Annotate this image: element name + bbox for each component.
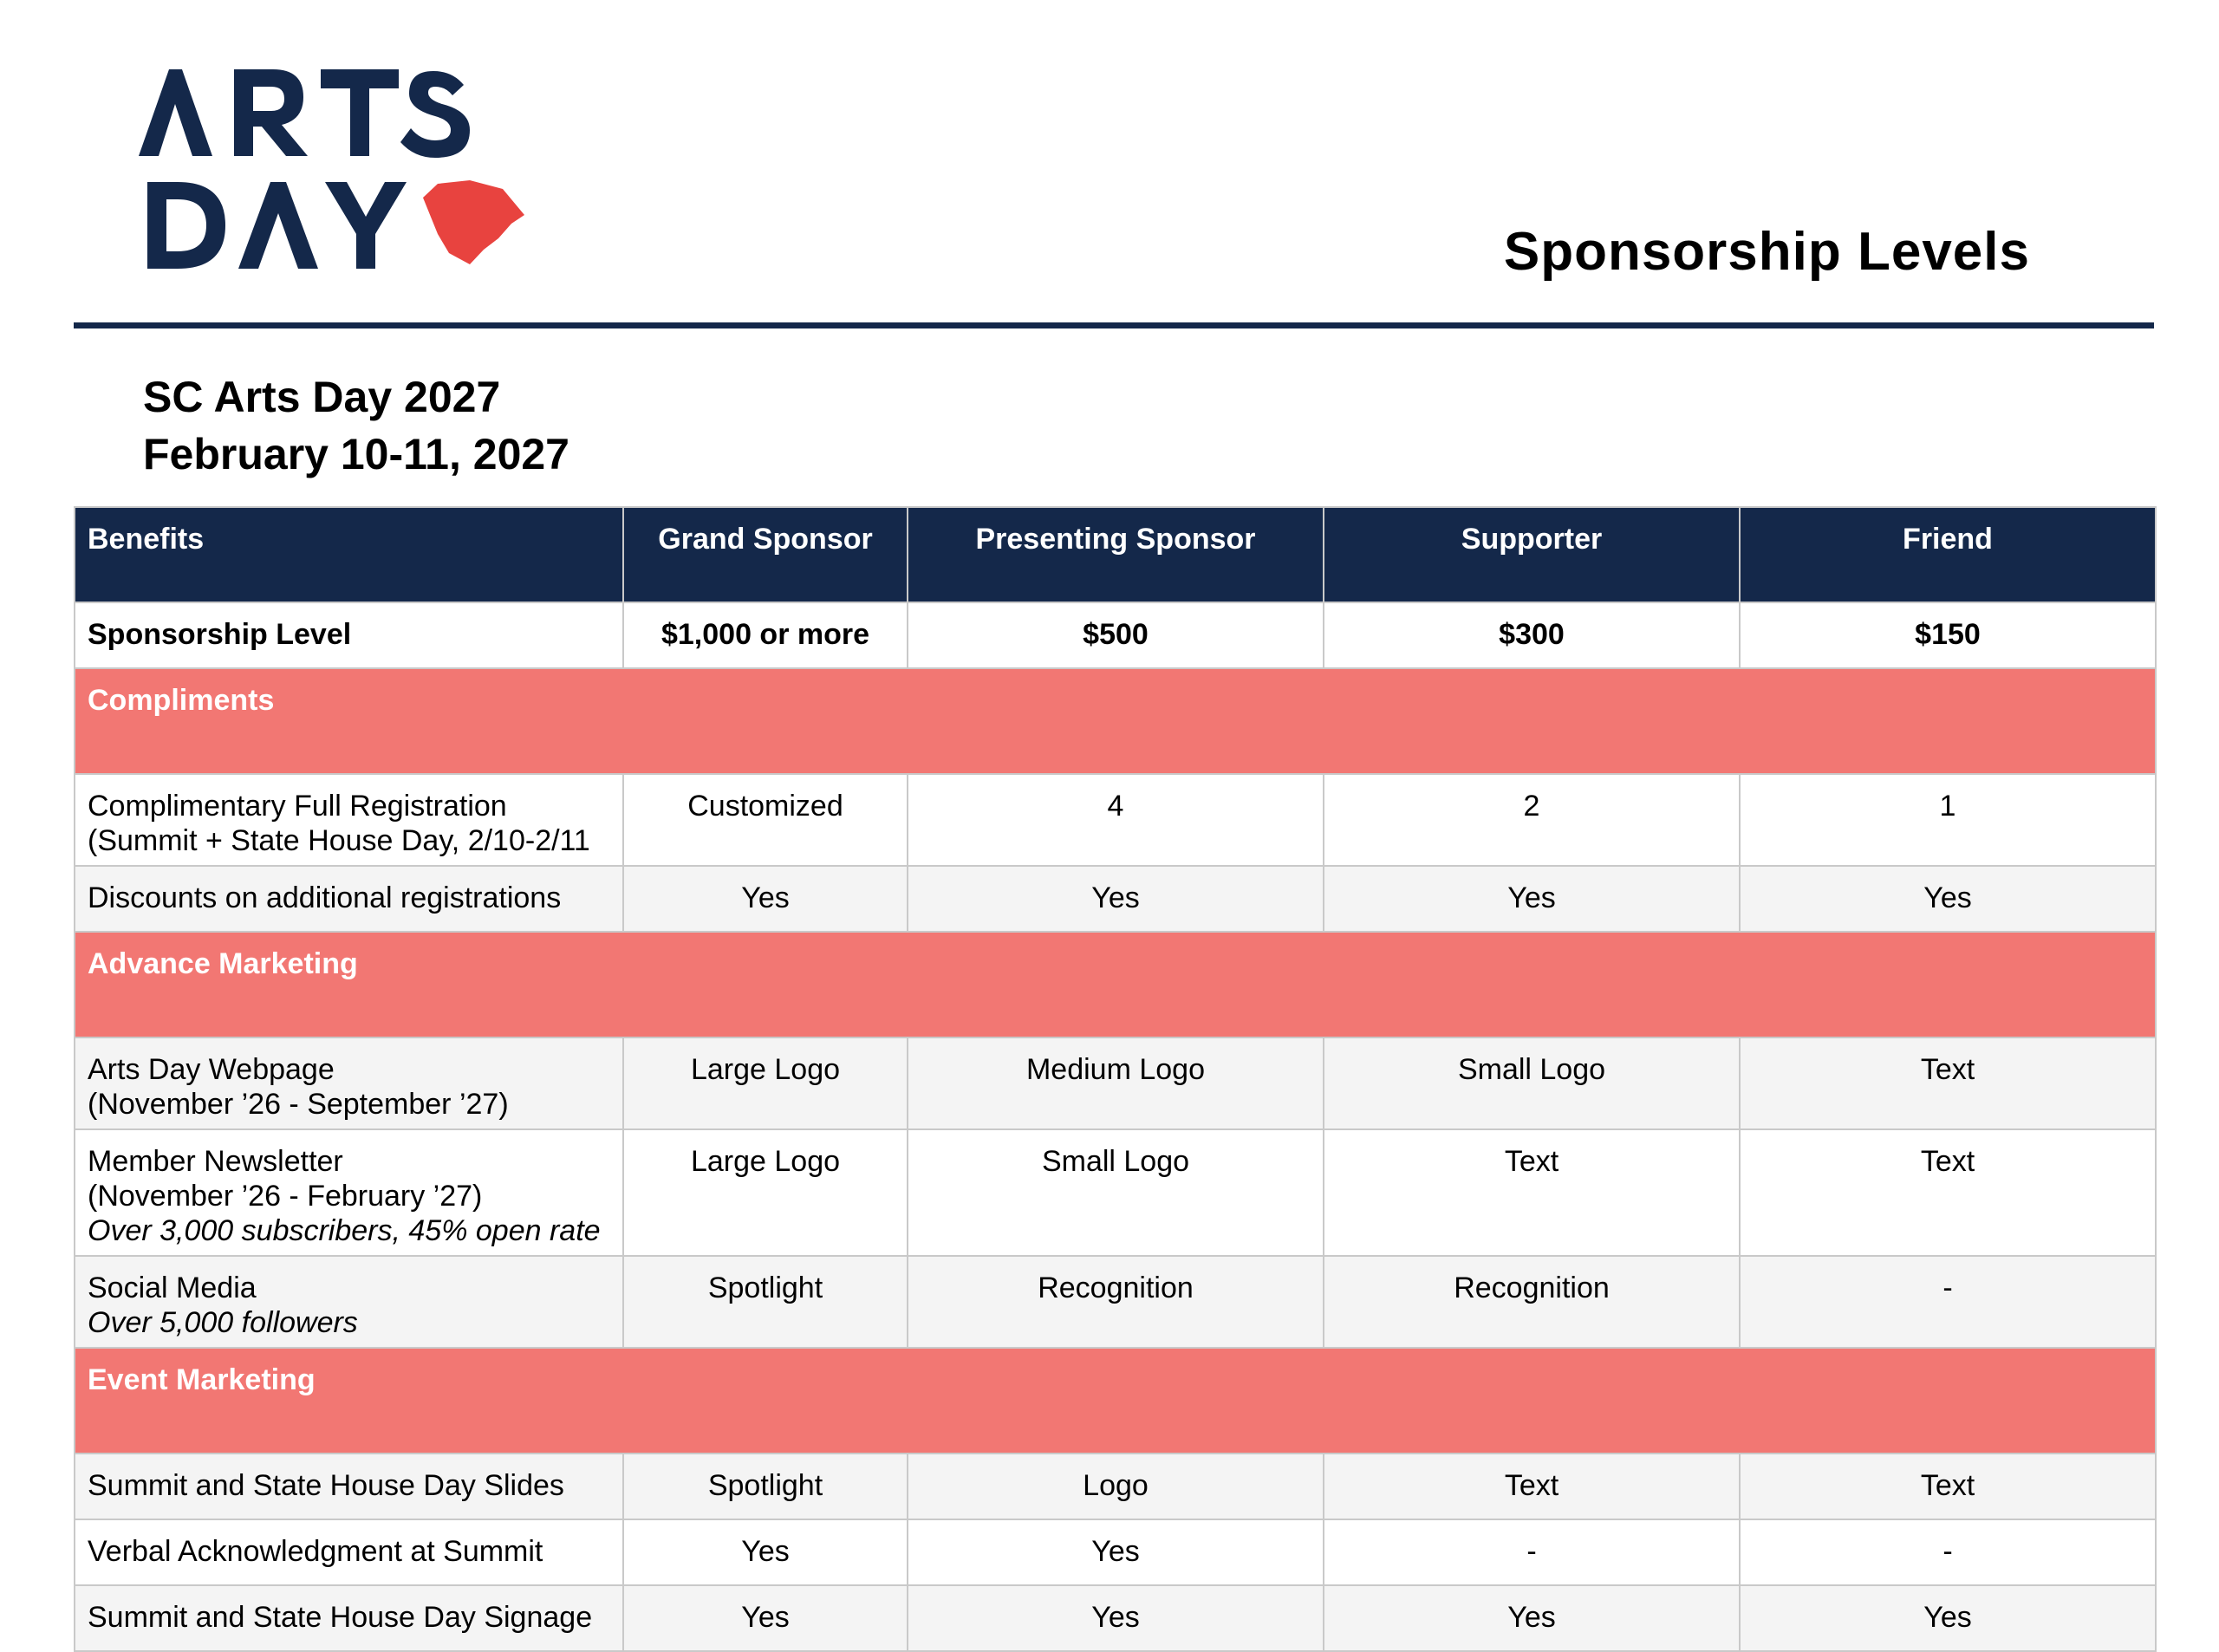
row-label-cell [75,1037,623,1129]
row-label: Social Media [88,1272,257,1304]
row-label: Discounts on additional registrations [75,866,623,932]
column-header-presenting-sponsor: Presenting Sponsor [908,507,1324,602]
section-header-event-marketing [75,1348,2156,1454]
cell-supporter: Yes [1324,1585,1740,1651]
row-label-cell [75,1256,623,1348]
event-info [143,368,569,483]
table-row [75,1129,2156,1256]
cell-presenting-sponsor: 4 [908,774,1324,866]
level-supporter: $300 [1324,602,1740,668]
table-row [75,866,2156,932]
cell-presenting-sponsor: Medium Logo [908,1037,1324,1129]
level-grand-sponsor: $1,000 or more [623,602,908,668]
table-row [75,1454,2156,1519]
cell-presenting-sponsor: Yes [908,866,1324,932]
table-row [75,1585,2156,1651]
row-label: Summit and State House Day Signage [75,1585,623,1651]
cell-presenting-sponsor: Yes [908,1519,1324,1585]
table-header-row [75,507,2156,602]
cell-friend: Text [1740,1454,2156,1519]
cell-supporter: Text [1324,1454,1740,1519]
document-title: Sponsorship Levels [1503,222,2030,282]
cell-grand-sponsor: Spotlight [623,1454,908,1519]
cell-supporter: Yes [1324,866,1740,932]
column-header-supporter: Supporter [1324,507,1740,602]
cell-presenting-sponsor: Logo [908,1454,1324,1519]
row-label: Complimentary Full Registration (Summit + State House Day, 2/10-2/11 [75,774,623,866]
level-presenting-sponsor: $500 [908,602,1324,668]
cell-grand-sponsor: Yes [623,1585,908,1651]
event-name: SC Arts Day 2027 [143,373,501,421]
cell-supporter: Small Logo [1324,1037,1740,1129]
column-header-benefits: Benefits [75,507,623,602]
event-dates: February 10-11, 2027 [143,430,569,478]
arts-day-logo-graphic [130,52,581,286]
row-note: Over 3,000 subscribers, 45% open rate [88,1214,601,1247]
section-title: Advance Marketing [75,932,2156,1037]
row-sublabel: (November ’26 - February ’27) [88,1180,483,1213]
cell-friend: - [1740,1256,2156,1348]
cell-friend: Text [1740,1037,2156,1129]
cell-friend: 1 [1740,774,2156,866]
header-divider [74,322,2154,328]
table-row [75,1256,2156,1348]
cell-friend: Yes [1740,866,2156,932]
cell-supporter: Text [1324,1129,1740,1256]
column-header-grand-sponsor: Grand Sponsor [623,507,908,602]
cell-presenting-sponsor: Small Logo [908,1129,1324,1256]
row-label: Verbal Acknowledgment at Summit [75,1519,623,1585]
cell-grand-sponsor: Customized [623,774,908,866]
section-header-compliments [75,668,2156,774]
sponsorship-table [74,506,2157,1652]
cell-friend: Yes [1740,1585,2156,1651]
sponsorship-level-row [75,602,2156,668]
cell-presenting-sponsor: Yes [908,1585,1324,1651]
row-label-cell [75,1129,623,1256]
section-title: Event Marketing [75,1348,2156,1454]
cell-supporter: Recognition [1324,1256,1740,1348]
row-sublabel: (November ’26 - September ’27) [88,1088,509,1121]
cell-friend: - [1740,1519,2156,1585]
section-header-advance-marketing [75,932,2156,1037]
row-label: Arts Day Webpage [88,1053,335,1086]
table-row [75,774,2156,866]
column-header-friend: Friend [1740,507,2156,602]
table-row [75,1519,2156,1585]
row-note: Over 5,000 followers [88,1306,358,1339]
cell-presenting-sponsor: Recognition [908,1256,1324,1348]
cell-grand-sponsor: Large Logo [623,1037,908,1129]
table-row [75,1037,2156,1129]
cell-supporter: - [1324,1519,1740,1585]
section-title: Compliments [75,668,2156,774]
arts-day-logo [130,52,581,286]
cell-grand-sponsor: Large Logo [623,1129,908,1256]
level-friend: $150 [1740,602,2156,668]
row-label: Sponsorship Level [75,602,623,668]
cell-grand-sponsor: Spotlight [623,1256,908,1348]
cell-supporter: 2 [1324,774,1740,866]
cell-grand-sponsor: Yes [623,866,908,932]
row-label: Member Newsletter [88,1145,343,1178]
cell-grand-sponsor: Yes [623,1519,908,1585]
cell-friend: Text [1740,1129,2156,1256]
row-label: Summit and State House Day Slides [75,1454,623,1519]
